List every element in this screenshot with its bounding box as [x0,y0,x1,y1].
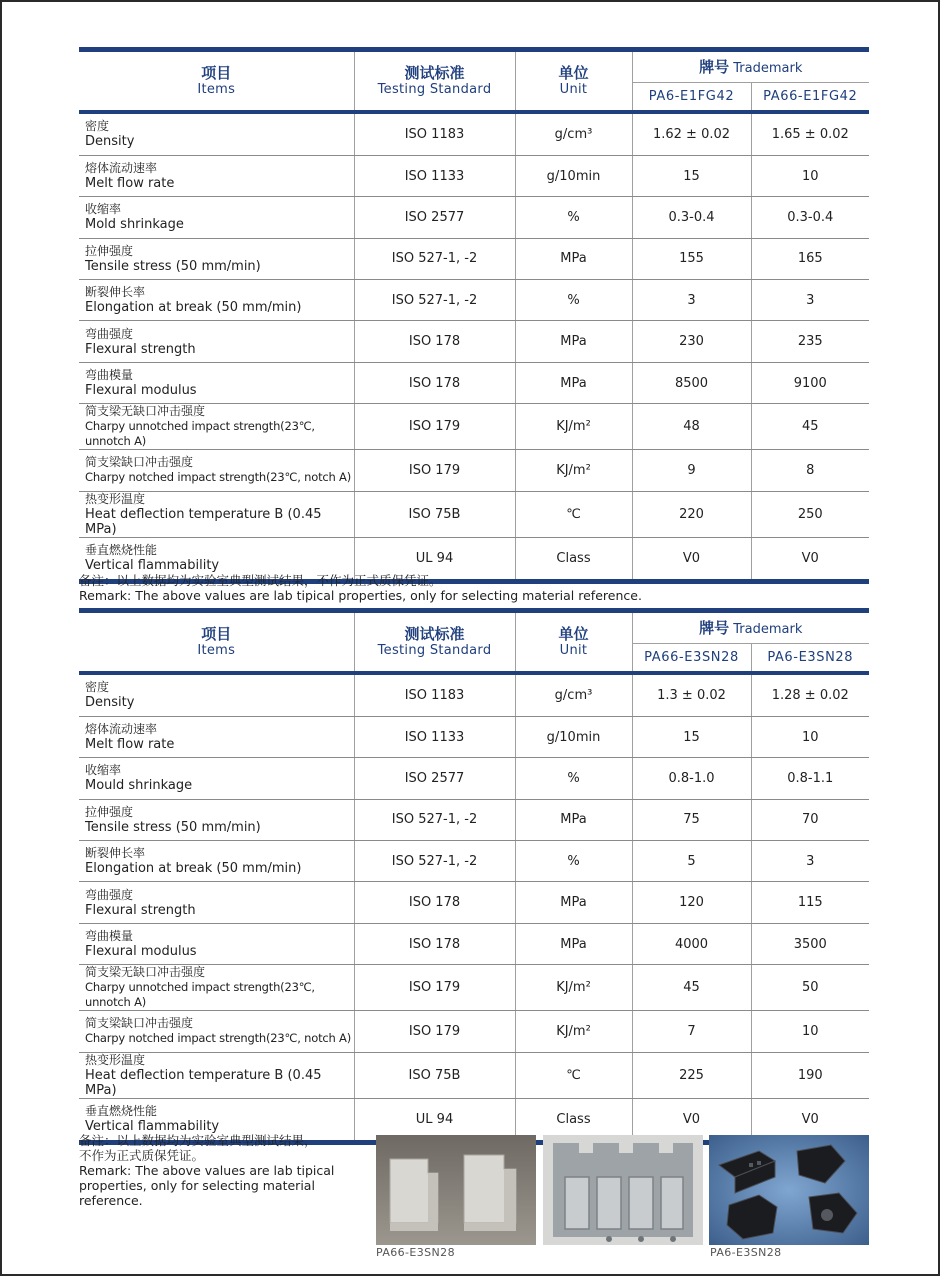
property-name-en: Tensile stress (50 mm/min) [85,258,261,274]
unit-cell: Class [515,537,632,578]
standard-cell: ISO 2577 [354,758,515,799]
value-cell: 3 [751,841,869,882]
value-cell: 0.8-1.1 [751,758,869,799]
value-cell: 75 [632,799,751,840]
property-name-zh: 拉伸强度 [85,804,134,819]
unit-cell: KJ/m² [515,450,632,491]
unit-cell: KJ/m² [515,1011,632,1052]
unit-header: 单位 Unit [515,613,632,671]
table-row [79,923,869,964]
property-name-zh: 弯曲模量 [85,929,134,944]
value-cell: 120 [632,882,751,923]
property-name-en: Flexural modulus [85,944,197,960]
value-cell: V0 [751,537,869,578]
unit-cell: ℃ [515,491,632,537]
unit-cell: MPa [515,362,632,403]
product-photo-terminal-block [543,1135,703,1245]
standard-cell: ISO 527-1, -2 [354,238,515,279]
standard-cell: ISO 178 [354,362,515,403]
unit-cell: MPa [515,321,632,362]
value-cell: 8500 [632,362,751,403]
unit-cell: MPa [515,923,632,964]
value-cell: 0.3-0.4 [632,197,751,238]
value-cell: 115 [751,882,869,923]
property-name-zh: 密度 [85,119,110,134]
value-cell: V0 [632,537,751,578]
standard-cell: ISO 527-1, -2 [354,799,515,840]
property-name-zh: 密度 [85,680,110,695]
unit-cell: KJ/m² [515,965,632,1011]
standard-cell: ISO 1183 [354,114,515,155]
value-cell: 3500 [751,923,869,964]
value-cell: 3 [751,280,869,321]
unit-cell: g/10min [515,716,632,757]
property-name-en: Density [85,695,135,711]
value-cell: 10 [751,1011,869,1052]
grade-header: PA66-E3SN28 [632,643,751,671]
property-name-zh: 弯曲模量 [85,368,134,383]
value-cell: 4000 [632,923,751,964]
property-name-cell [79,197,354,238]
property-name-cell [79,404,354,450]
property-name-cell [79,450,354,491]
standard-cell: ISO 75B [354,1052,515,1098]
property-name-zh: 简支梁缺口冲击强度 [85,455,194,470]
property-name-cell [79,882,354,923]
standard-cell: ISO 178 [354,321,515,362]
product-photo-connectors [709,1135,869,1245]
standard-header: 测试标准 Testing Standard [354,52,515,110]
property-name-cell [79,280,354,321]
properties-table-1 [79,47,869,584]
property-name-zh: 熔体流动速率 [85,722,158,737]
property-name-en: Melt flow rate [85,737,175,753]
property-name-en: Heat deflection temperature B (0.45 MPa) [85,506,322,537]
value-cell: 1.62 ± 0.02 [632,114,751,155]
property-name-en: Flexural strength [85,902,196,918]
unit-cell: g/cm³ [515,114,632,155]
standard-cell: UL 94 [354,537,515,578]
property-name-en: Flexural strength [85,341,196,357]
properties-table-2 [79,608,869,1145]
unit-cell: MPa [515,238,632,279]
standard-header: 测试标准 Testing Standard [354,613,515,671]
standard-cell: ISO 179 [354,450,515,491]
standard-cell: ISO 178 [354,882,515,923]
value-cell: 250 [751,491,869,537]
remark-2 [79,1133,379,1208]
table-row [79,841,869,882]
value-cell: 7 [632,1011,751,1052]
value-cell: 50 [751,965,869,1011]
property-name-zh: 垂直燃烧性能 [85,1104,158,1119]
property-name-en: Mould shrinkage [85,778,193,794]
value-cell: 10 [751,155,869,196]
table-row [79,1052,869,1098]
items-header: 项目 Items [197,625,236,658]
property-name-en: Melt flow rate [85,176,175,192]
remark-zh-line: 备注：以上数据均为实验室典型测试结果， [79,1133,317,1148]
property-name-zh: 弯曲强度 [85,326,134,341]
standard-cell: ISO 527-1, -2 [354,280,515,321]
value-cell: 70 [751,799,869,840]
unit-cell: ℃ [515,1052,632,1098]
property-name-en: Charpy unnotched impact strength(23℃, unnotch A) [85,419,315,449]
standard-cell: ISO 2577 [354,197,515,238]
value-cell: 3 [632,280,751,321]
value-cell: 155 [632,238,751,279]
property-name-en: Elongation at break (50 mm/min) [85,861,302,877]
property-name-zh: 收缩率 [85,763,122,778]
remark-en-line: properties, only for selecting material reference. [79,1178,315,1208]
property-name-cell [79,1011,354,1052]
property-name-en: Charpy unnotched impact strength(23℃, unnotch A) [85,980,315,1010]
property-name-cell [79,923,354,964]
value-cell: 1.28 ± 0.02 [751,675,869,716]
value-cell: 5 [632,841,751,882]
property-name-cell [79,155,354,196]
table-row [79,799,869,840]
standard-cell: ISO 179 [354,965,515,1011]
property-name-en: Vertical flammability [85,1119,220,1135]
value-cell: 165 [751,238,869,279]
property-name-cell [79,1052,354,1098]
unit-cell: Class [515,1098,632,1139]
value-cell: 225 [632,1052,751,1098]
property-name-zh: 熔体流动速率 [85,161,158,176]
remark-zh-line: 不作为正式质保凭证。 [79,1148,205,1163]
remark-zh: 备注：以上数据均为实验室典型测试结果，不作为正式质保凭证。 [79,573,442,588]
property-name-en: Mold shrinkage [85,217,184,233]
property-name-zh: 断裂伸长率 [85,846,146,861]
trademark-header: 牌号 Trademark [632,613,869,643]
property-name-zh: 收缩率 [85,202,122,217]
value-cell: 190 [751,1052,869,1098]
property-name-zh: 弯曲强度 [85,887,134,902]
unit-cell: % [515,280,632,321]
table-row [79,1011,869,1052]
standard-cell: ISO 527-1, -2 [354,841,515,882]
property-name-cell [79,758,354,799]
property-name-zh: 断裂伸长率 [85,285,146,300]
value-cell: 45 [632,965,751,1011]
standard-cell: ISO 75B [354,491,515,537]
unit-cell: MPa [515,882,632,923]
value-cell: 9 [632,450,751,491]
property-name-cell [79,491,354,537]
standard-cell: ISO 178 [354,923,515,964]
value-cell: 15 [632,716,751,757]
property-name-cell [79,799,354,840]
product-photo-housings [376,1135,536,1245]
property-name-en: Elongation at break (50 mm/min) [85,300,302,316]
property-name-zh: 热变形温度 [85,1052,146,1067]
unit-cell: KJ/m² [515,404,632,450]
value-cell: 1.3 ± 0.02 [632,675,751,716]
value-cell: 235 [751,321,869,362]
property-name-en: Flexural modulus [85,383,197,399]
property-name-cell [79,675,354,716]
unit-cell: g/10min [515,155,632,196]
value-cell: 0.8-1.0 [632,758,751,799]
value-cell: 45 [751,404,869,450]
table-row [79,491,869,537]
trademark-header: 牌号 Trademark [632,52,869,82]
table-row [79,197,869,238]
property-name-zh: 简支梁缺口冲击强度 [85,1016,194,1031]
standard-cell: ISO 1133 [354,155,515,196]
value-cell: 220 [632,491,751,537]
remark-en: Remark: The above values are lab tipical properties, only for selecting material reference. [79,588,642,603]
value-cell: 9100 [751,362,869,403]
property-name-en: Density [85,134,135,150]
value-cell: 1.65 ± 0.02 [751,114,869,155]
property-name-en: Charpy notched impact strength(23℃, notch A) [85,470,351,485]
table-row [79,758,869,799]
table-row [79,965,869,1011]
table-row [79,280,869,321]
table-row [79,404,869,450]
table-row [79,716,869,757]
table-row [79,114,869,155]
unit-header: 单位 Unit [515,52,632,110]
property-name-cell [79,238,354,279]
table-row [79,675,869,716]
value-cell: V0 [751,1098,869,1139]
property-name-cell [79,841,354,882]
value-cell: 230 [632,321,751,362]
grade-header: PA6-E1FG42 [632,82,751,110]
standard-cell: ISO 179 [354,1011,515,1052]
remark-1 [79,573,642,603]
unit-cell: g/cm³ [515,675,632,716]
property-name-zh: 简支梁无缺口冲击强度 [85,965,206,980]
property-name-cell [79,321,354,362]
table-row [79,155,869,196]
photo-caption: PA66-E3SN28 [376,1246,455,1259]
standard-cell: UL 94 [354,1098,515,1139]
unit-cell: % [515,841,632,882]
property-name-zh: 热变形温度 [85,491,146,506]
value-cell: 15 [632,155,751,196]
photo-caption: PA6-E3SN28 [710,1246,782,1259]
table-row [79,450,869,491]
property-name-en: Heat deflection temperature B (0.45 MPa) [85,1067,322,1098]
value-cell: 8 [751,450,869,491]
property-name-cell [79,716,354,757]
table-row [79,362,869,403]
property-name-cell [79,965,354,1011]
property-name-cell [79,362,354,403]
table-row [79,882,869,923]
property-name-en: Vertical flammability [85,558,220,574]
value-cell: 0.3-0.4 [751,197,869,238]
property-name-zh: 简支梁无缺口冲击强度 [85,404,206,419]
unit-cell: MPa [515,799,632,840]
property-name-zh: 垂直燃烧性能 [85,543,158,558]
remark-en-line: Remark: The above values are lab tipical [79,1163,335,1178]
value-cell: 48 [632,404,751,450]
standard-cell: ISO 1183 [354,675,515,716]
grade-header: PA66-E1FG42 [751,82,869,110]
value-cell: 10 [751,716,869,757]
unit-cell: % [515,197,632,238]
grade-header: PA6-E3SN28 [751,643,869,671]
standard-cell: ISO 1133 [354,716,515,757]
property-name-en: Charpy notched impact strength(23℃, notch A) [85,1031,351,1046]
property-name-en: Tensile stress (50 mm/min) [85,819,261,835]
table-row [79,238,869,279]
standard-cell: ISO 179 [354,404,515,450]
items-header: 项目 Items [197,64,236,97]
unit-cell: % [515,758,632,799]
value-cell: V0 [632,1098,751,1139]
property-name-zh: 拉伸强度 [85,243,134,258]
table-row [79,321,869,362]
property-name-cell [79,114,354,155]
